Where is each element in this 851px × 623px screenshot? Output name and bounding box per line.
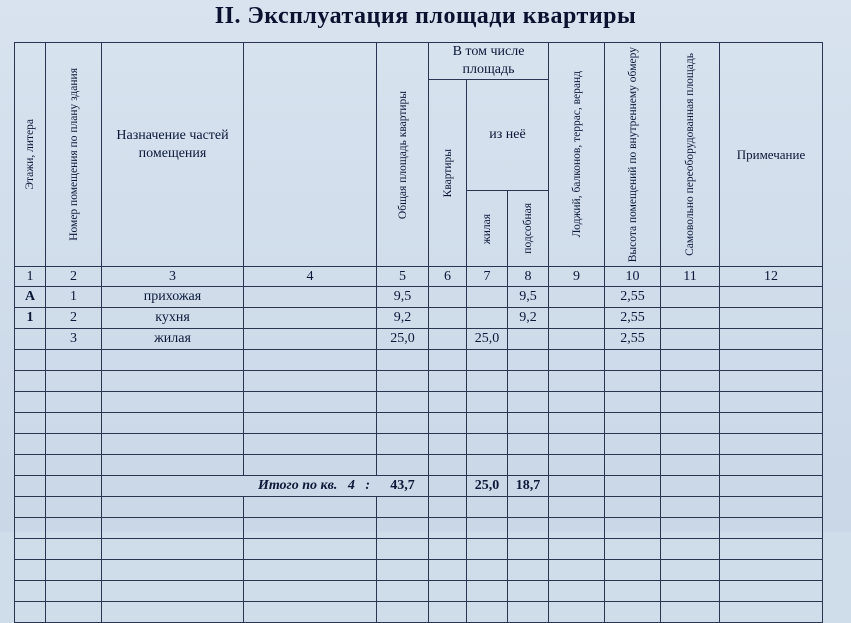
empty-row bbox=[15, 371, 823, 392]
header-height: Высота помещений по внутреннему обмеру bbox=[605, 43, 661, 267]
header-including-area: В том числе площадь bbox=[429, 43, 549, 80]
empty-row bbox=[15, 455, 823, 476]
document-title: II. Эксплуатация площади квартиры bbox=[214, 3, 637, 29]
table-row: 3 жилая 25,0 25,0 2,55 bbox=[15, 329, 823, 350]
header-room-number: Номер помещения по плану здания bbox=[46, 43, 102, 267]
header-apartments: Квартиры bbox=[429, 80, 467, 267]
column-number-row: 1 2 3 4 5 6 7 8 9 10 11 12 bbox=[15, 267, 823, 287]
header-purpose: Назначение частей помещения bbox=[102, 43, 244, 267]
total-area-value: 43,7 bbox=[390, 478, 415, 494]
total-auxiliary: 18,7 bbox=[508, 476, 549, 497]
total-label: Итого по кв. 4 : bbox=[102, 476, 429, 497]
explication-table bbox=[14, 42, 823, 623]
header-auxiliary: подсобная bbox=[508, 191, 549, 267]
empty-row bbox=[15, 539, 823, 560]
empty-row bbox=[15, 392, 823, 413]
table-row: 1 2 кухня 9,2 9,2 2,55 bbox=[15, 308, 823, 329]
empty-row bbox=[15, 434, 823, 455]
empty-row bbox=[15, 518, 823, 539]
header-floors: Этажи, литера bbox=[15, 43, 46, 267]
header-of-which: из неё bbox=[467, 80, 549, 191]
empty-row bbox=[15, 413, 823, 434]
header-note: Примечание bbox=[720, 43, 823, 267]
empty-row bbox=[15, 497, 823, 518]
header-total-area: Общая площадь квартиры bbox=[377, 43, 429, 267]
header-col4 bbox=[244, 43, 377, 267]
table-row: А 1 прихожая 9,5 9,5 2,55 bbox=[15, 287, 823, 308]
total-living: 25,0 bbox=[467, 476, 508, 497]
header-living: жилая bbox=[467, 191, 508, 267]
empty-row bbox=[15, 581, 823, 602]
header-unauthorized: Самовольно переоборудованная площадь bbox=[661, 43, 720, 267]
empty-row bbox=[15, 602, 823, 623]
header-balconies: Лоджий, балконов, террас, веранд bbox=[549, 43, 605, 267]
empty-row bbox=[15, 560, 823, 581]
empty-row bbox=[15, 350, 823, 371]
